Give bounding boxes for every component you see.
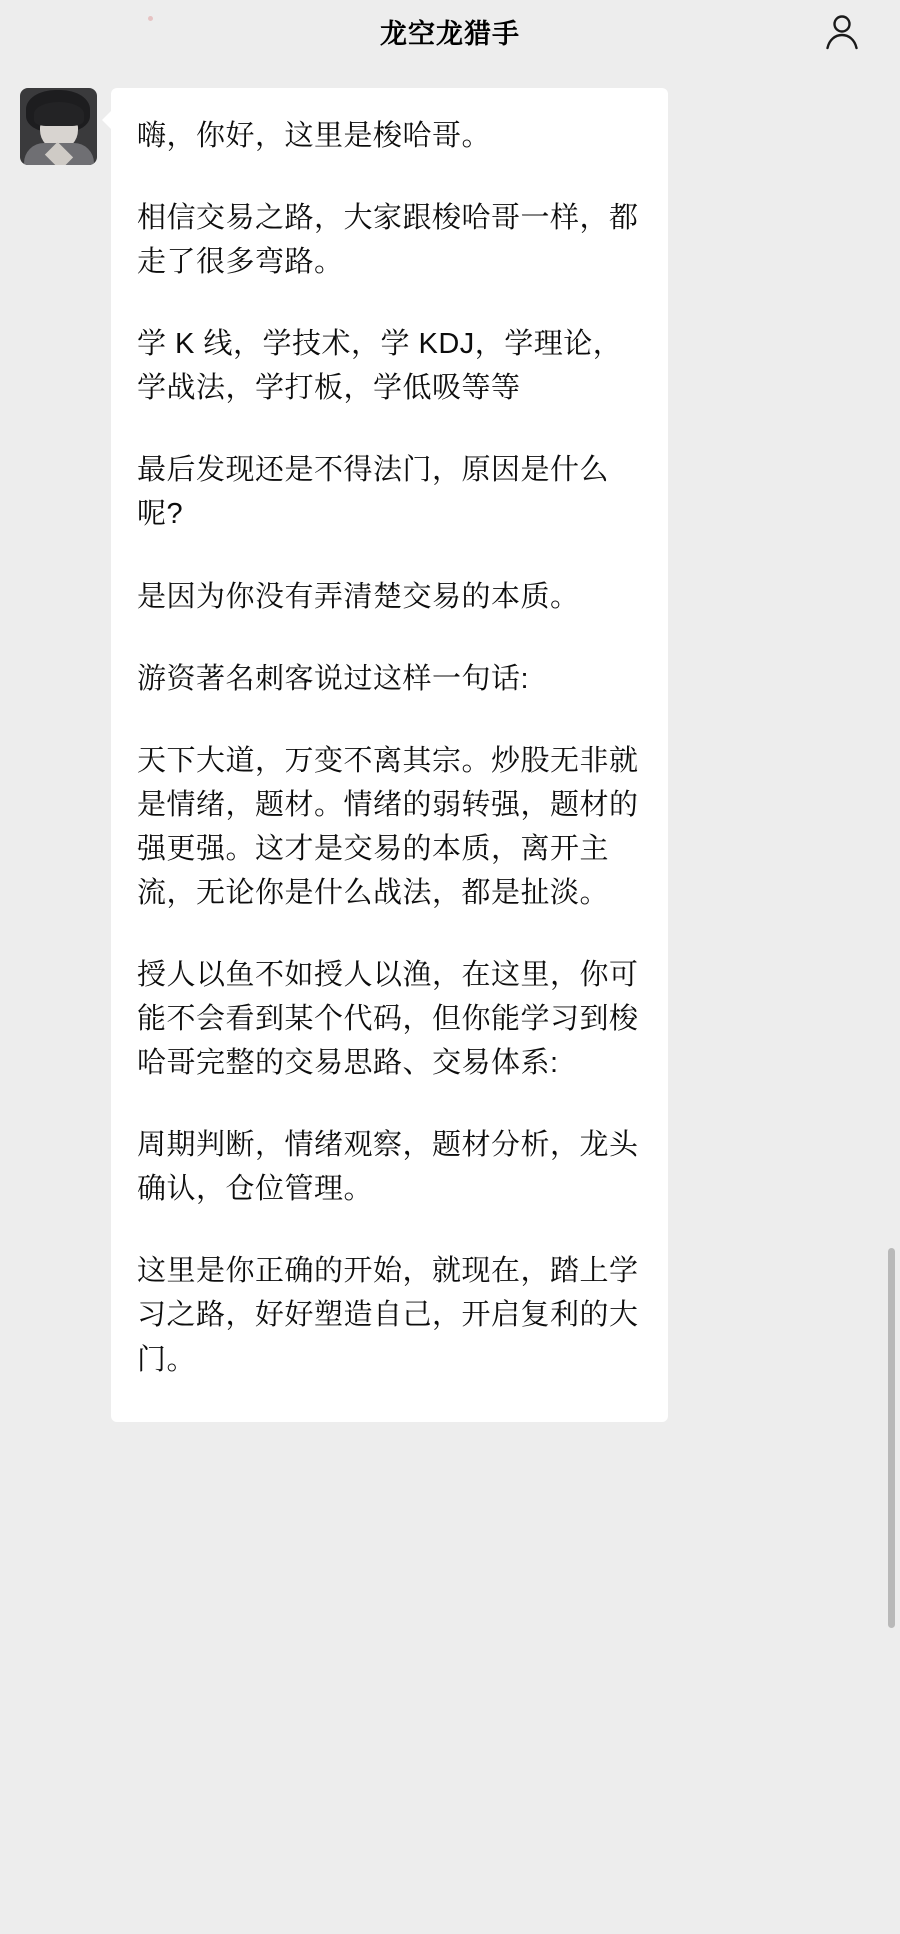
vertical-scrollbar[interactable] — [888, 1248, 895, 1628]
message-paragraph: 游资著名刺客说过这样一句话: — [137, 662, 530, 695]
page-title: 龙空龙猎手 — [380, 18, 520, 49]
contact-avatar-image[interactable] — [20, 88, 97, 165]
message-paragraph: 天下大道，万变不离其宗。炒股无非就是情绪，题材。情绪的弱转强，题材的强更强。这才是交易的本质，离开主流，无论你是什么战法，都是扯淡。 — [137, 744, 639, 909]
message-paragraph: 最后发现还是不得法门，原因是什么呢? — [137, 454, 610, 531]
message-paragraph: 学 K 线，学技术，学 KDJ，学理论，学战法，学打板，学低吸等等 — [137, 328, 623, 405]
message-paragraph: 这里是你正确的开始，就现在，踏上学习之路，好好塑造自己，开启复利的大门。 — [137, 1255, 639, 1376]
message-paragraph: 相信交易之路，大家跟梭哈哥一样，都走了很多弯路。 — [137, 202, 639, 279]
message-paragraph: 嗨，你好，这里是梭哈哥。 — [137, 120, 492, 152]
user-account-icon[interactable] — [820, 10, 864, 54]
chat-message-row — [0, 88, 900, 1422]
app-header — [0, 0, 900, 62]
bubble-tail-icon — [102, 110, 112, 130]
message-paragraph: 是因为你没有弄清楚交易的本质。 — [137, 580, 580, 613]
message-paragraph: 授人以鱼不如授人以渔，在这里，你可能不会看到某个代码，但你能学习到梭哈哥完整的交易思路、交易体系: — [137, 959, 639, 1080]
message-bubble-wrapper — [111, 88, 668, 1422]
message-bubble[interactable] — [111, 88, 668, 1422]
chat-message-list — [0, 62, 900, 1422]
notification-dot-icon — [148, 16, 153, 21]
avatar-fringe-shape — [34, 102, 84, 126]
message-paragraph: 周期判断，情绪观察，题材分析，龙头确认，仓位管理。 — [137, 1129, 639, 1206]
